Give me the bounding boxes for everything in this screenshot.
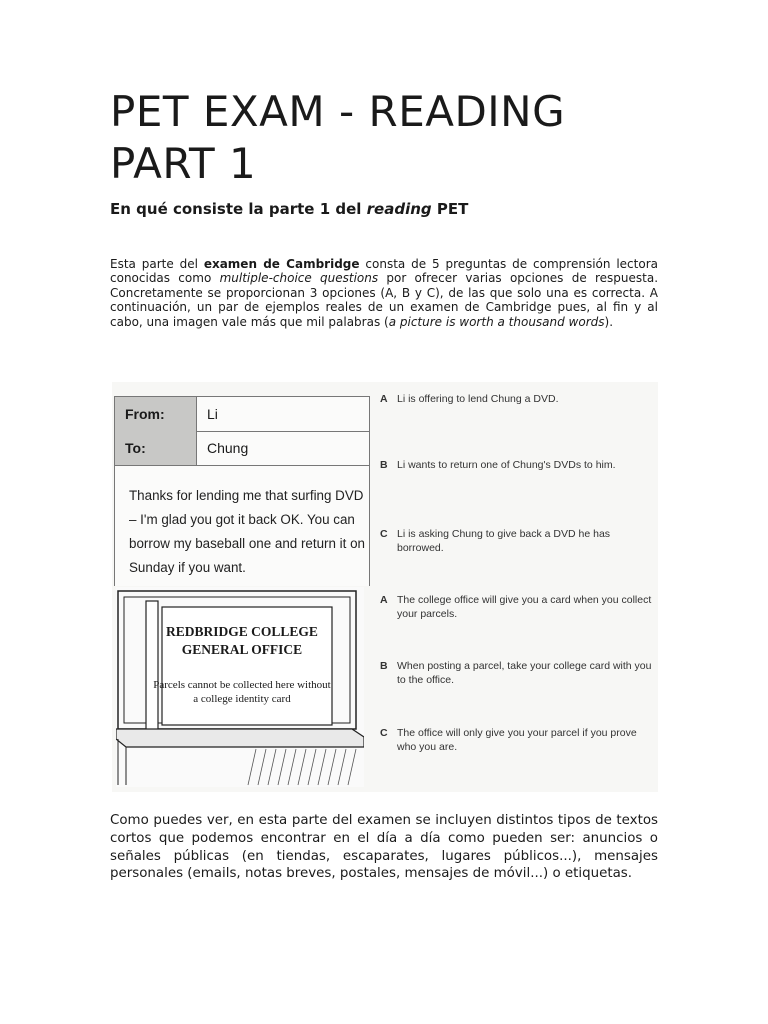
closing-paragraph: Como puedes ver, en esta parte del examen se incluyen distintos tipos de textos cortos que podemos encontrar en el día a día como pueden ser: anuncios o señales públicas (en tiendas, escaparates, lugares públicos...), mensajes personales (emails, notas breves, postales, mensajes de móvil...) o etiquetas. [110,813,658,882]
from-row [115,396,369,432]
from-label: From: [115,397,197,431]
sign-title: REDBRIDGE COLLEGE GENERAL OFFICE [166,624,318,657]
option-text: Li is offering to lend Chung a DVD. [397,393,559,405]
to-value: Chung [207,440,249,456]
exam-example-image [112,382,658,792]
example-2 [112,587,658,792]
intro-paragraph [110,257,658,329]
option-letter: A [380,594,388,606]
example-1 [112,382,658,585]
option-text: When posting a parcel, take your college card with you to the office. [397,660,652,686]
option-letter: C [380,528,388,540]
intro-text-3: por ofrecer varias opciones de respuesta. Concretamente se proporcionan 3 opciones (A, B y C), de las que solo una es correcta. A continuación, un par de ejemplos reales de un examen de Cambridge pues, al fin y al cabo, una imagen vale más que mil palabras ( [110,271,659,329]
sign-text: Parcels cannot be collected here without a college identity card [153,679,331,705]
subtitle-italic: reading [366,200,432,218]
page-title: PET EXAM - READING PART 1 [110,87,566,188]
subtitle-text: En qué consiste la parte 1 del [110,200,367,218]
message-note [114,396,370,586]
from-value: Li [207,406,218,422]
option-text: Li is asking Chung to give back a DVD he has borrowed. [397,528,611,554]
intro-text-1: Esta parte del [110,257,204,271]
intro-bold: examen de Cambridge [203,257,360,271]
intro-text-4: ). [604,314,614,329]
subtitle-end: PET [431,200,469,218]
section-subtitle [110,200,468,218]
option-text: The college office will give you a card when you collect your parcels. [397,594,652,620]
message-body: Thanks for lending me that surfing DVD – I'm glad you got it back OK. You can borrow my baseball one and return it on Sunday if you want. [129,488,365,575]
option-letter: B [380,660,388,672]
intro-italic-1: multiple-choice questions [219,271,379,286]
to-label: To: [115,431,197,465]
option-text: Li wants to return one of Chung's DVDs to him. [397,459,616,471]
option-letter: A [380,393,388,405]
option-letter: B [380,459,388,471]
option-text: The office will only give you your parcel if you prove who you are. [397,727,637,753]
intro-text-2: consta de 5 preguntas de comprensión lectora conocidas como [110,257,658,286]
intro-italic-2: a picture is worth a thousand words [388,314,605,329]
to-row [115,431,369,466]
option-letter: C [380,727,388,739]
